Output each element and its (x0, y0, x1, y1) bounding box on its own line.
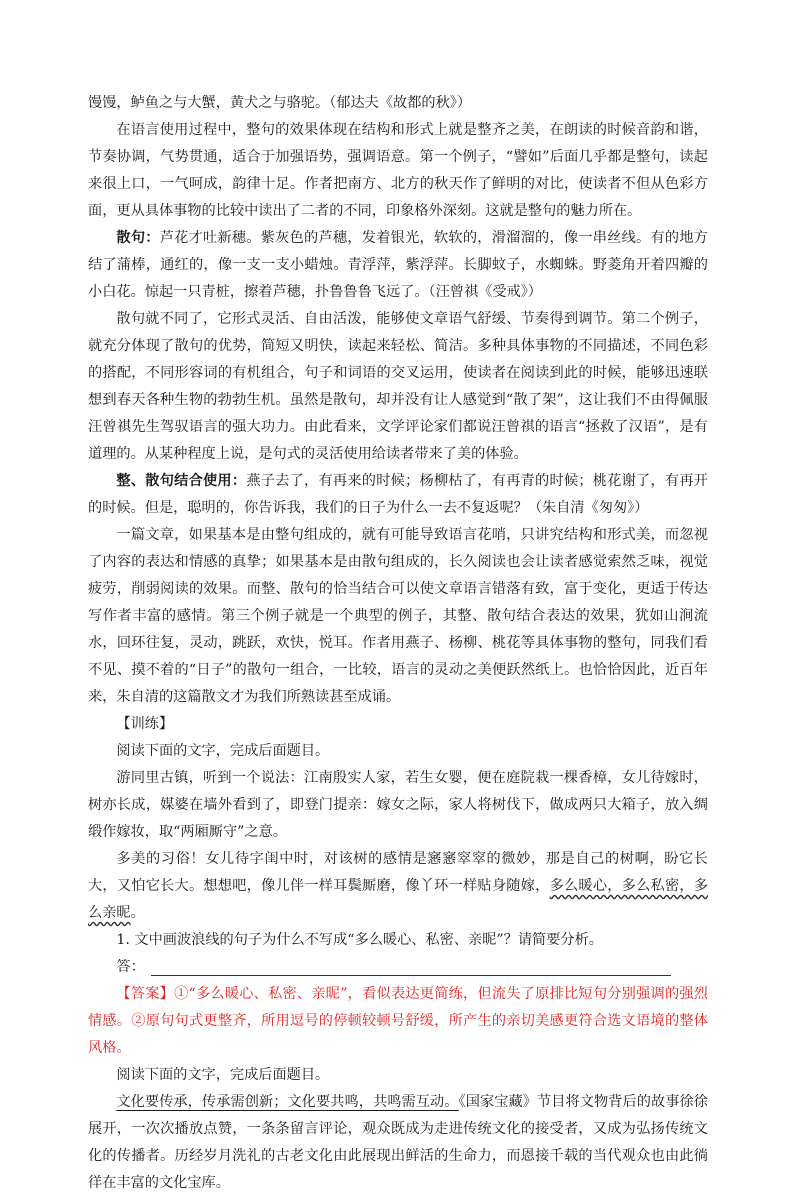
document-page (88, 90, 708, 1197)
answer-prompt-line (88, 954, 708, 981)
passage2-paragraph (88, 1089, 708, 1197)
passage1-p2-end: 。 (130, 905, 145, 921)
san-example-paragraph (88, 225, 708, 306)
mix-example-paragraph (88, 468, 708, 522)
passage2-text: 《国家宝藏》节目将文物背后的故事徐徐展开，一次次播放点赞，一条条留言评论，观众既成为走进传统文化的接受者，又成为弘扬传统文化的传播者。历经岁月洗礼的古老文化由此展现出鲜活的生命力，而恩接千载的当代观众也由此徜徉在丰富的文化宝库。 (88, 1094, 708, 1191)
passage1-paragraph2 (88, 846, 708, 927)
wavy-underlined-sentence: 多么暖心，多么私密，多么亲昵 (88, 878, 708, 921)
question-1: 1. 文中画波浪线的句子为什么不写成“多么暖心、私密、亲昵”？请简要分析。 (116, 932, 603, 948)
reading-instruction-2: 阅读下面的文字，完成后面题目。 (116, 1067, 330, 1083)
training-heading: 【训练】 (116, 716, 174, 732)
mix-analysis-paragraph: 一篇文章，如果基本是由整句组成的，就有可能导致语言花哨，只讲究结构和形式美，而忽视了内容的表达和情感的真挚；如果基本是由散句组成的，长久阅读也会让读者感觉索然乏味，视觉疲劳，削弱阅读的效果。而整、散句的恰当结合可以使文章语言错落有致，富于变化，更适于传达写作者丰富的感情。第三个例子就是一个典型的例子，其整、散句结合表达的效果，犹如山涧流水，回环往复，灵动，跳跃，欢快，悦耳。作者用燕子、杨柳、桃花等具体事物的整句，同我们看不见、摸不着的“日子”的散句一组合，一比较，语言的灵动之美便跃然纸上。也恰恰因此，近百年来，朱自清的这篇散文才为我们所熟读甚至成诵。 (88, 527, 708, 705)
answer-blank[interactable] (151, 959, 671, 976)
san-label: 散句： (116, 230, 160, 246)
mix-example-text: 燕子去了，有再来的时候；杨柳枯了，有再青的时候；桃花谢了，有再开的时候。但是，聪明的，你告诉我，我们的日子为什么一去不复返呢？（朱自清《匆匆》） (88, 473, 708, 516)
answer-text: ①“多么暖心、私密、亲昵”，看似表达更简练，但流失了原排比短句分别强调的强烈情感。②原句句式更整齐，所用逗号的停顿较顿号舒缓，所产生的亲切美感更符合选文语境的整体风格。 (88, 986, 708, 1056)
passage1-paragraph1: 游同里古镇，听到一个说法：江南殷实人家，若生女婴，便在庭院栽一棵香樟，女儿待嫁时，树亦长成，媒婆在墙外看到了，即登门提亲：嫁女之际，家人将树伐下，做成两只大箱子，放入绸缎作嫁妆，取“两厢厮守”之意。 (88, 770, 708, 840)
passage2-underlined: 文化要传承，传承需创新；文化要共鸣，共鸣需互动。 (116, 1094, 459, 1110)
mix-label: 整、散句结合使用： (116, 473, 247, 489)
reading-instruction-1: 阅读下面的文字，完成后面题目。 (116, 743, 330, 759)
answer-label: 【答案】 (116, 986, 175, 1002)
answer-prompt: 答： (116, 959, 145, 975)
san-example-text: 芦花才吐新穗。紫灰色的芦穗，发着银光，软软的，滑溜溜的，像一串丝线。有的地方结了蒲棒，通红的，像一支一支小蜡烛。青浮萍，紫浮萍。长脚蚊子，水蜘蛛。野菱角开着四瓣的小白花。惊起一只青桩，擦着芦穗，扑鲁鲁鲁飞远了。（汪曾祺《受戒》） (88, 230, 708, 300)
answer-paragraph (88, 981, 708, 1062)
example-tail: 馒馒，鲈鱼之与大蟹，黄犬之与骆驼。（郁达夫《故都的秋》） (88, 95, 472, 111)
passage1-p2-text: 多美的习俗！女儿待字闺中时，对该树的感情是窸窸窣窣的微妙，那是自己的树啊，盼它长大，又怕它长大。想想吧，像儿伴一样耳鬓厮磨，像丫环一样贴身随嫁， (88, 851, 708, 894)
zheng-analysis-paragraph: 在语言使用过程中，整句的效果体现在结构和形式上就是整齐之美，在朗读的时候音韵和谐，节奏协调，气势贯通，适合于加强语势，强调语意。第一个例子，“譬如”后面几乎都是整句，读起来很上口，一气呵成，韵律十足。作者把南方、北方的秋天作了鲜明的对比，使读者不但从色彩方面，更从具体事物的比较中读出了二者的不同，印象格外深刻。这就是整句的魅力所在。 (88, 122, 708, 219)
san-analysis-paragraph: 散句就不同了，它形式灵活、自由活泼，能够使文章语气舒缓、节奏得到调节。第二个例子，就充分体现了散句的优势，简短又明快，读起来轻松、简洁。多种具体事物的不同描述，不同色彩的搭配，不同形容词的有机组合，句子和词语的交叉运用，使读者在阅读到此的时候，能够迅速联想到春天各种生物的勃勃生机。虽然是散句，却并没有让人感觉到“散了架”，这让我们不由得佩服汪曾祺先生驾驭语言的强大功力。由此看来，文学评论家们都说汪曾祺的语言“拯救了汉语”，是有道理的。从某种程度上说，是句式的灵活使用给读者带来了美的体验。 (88, 311, 708, 462)
